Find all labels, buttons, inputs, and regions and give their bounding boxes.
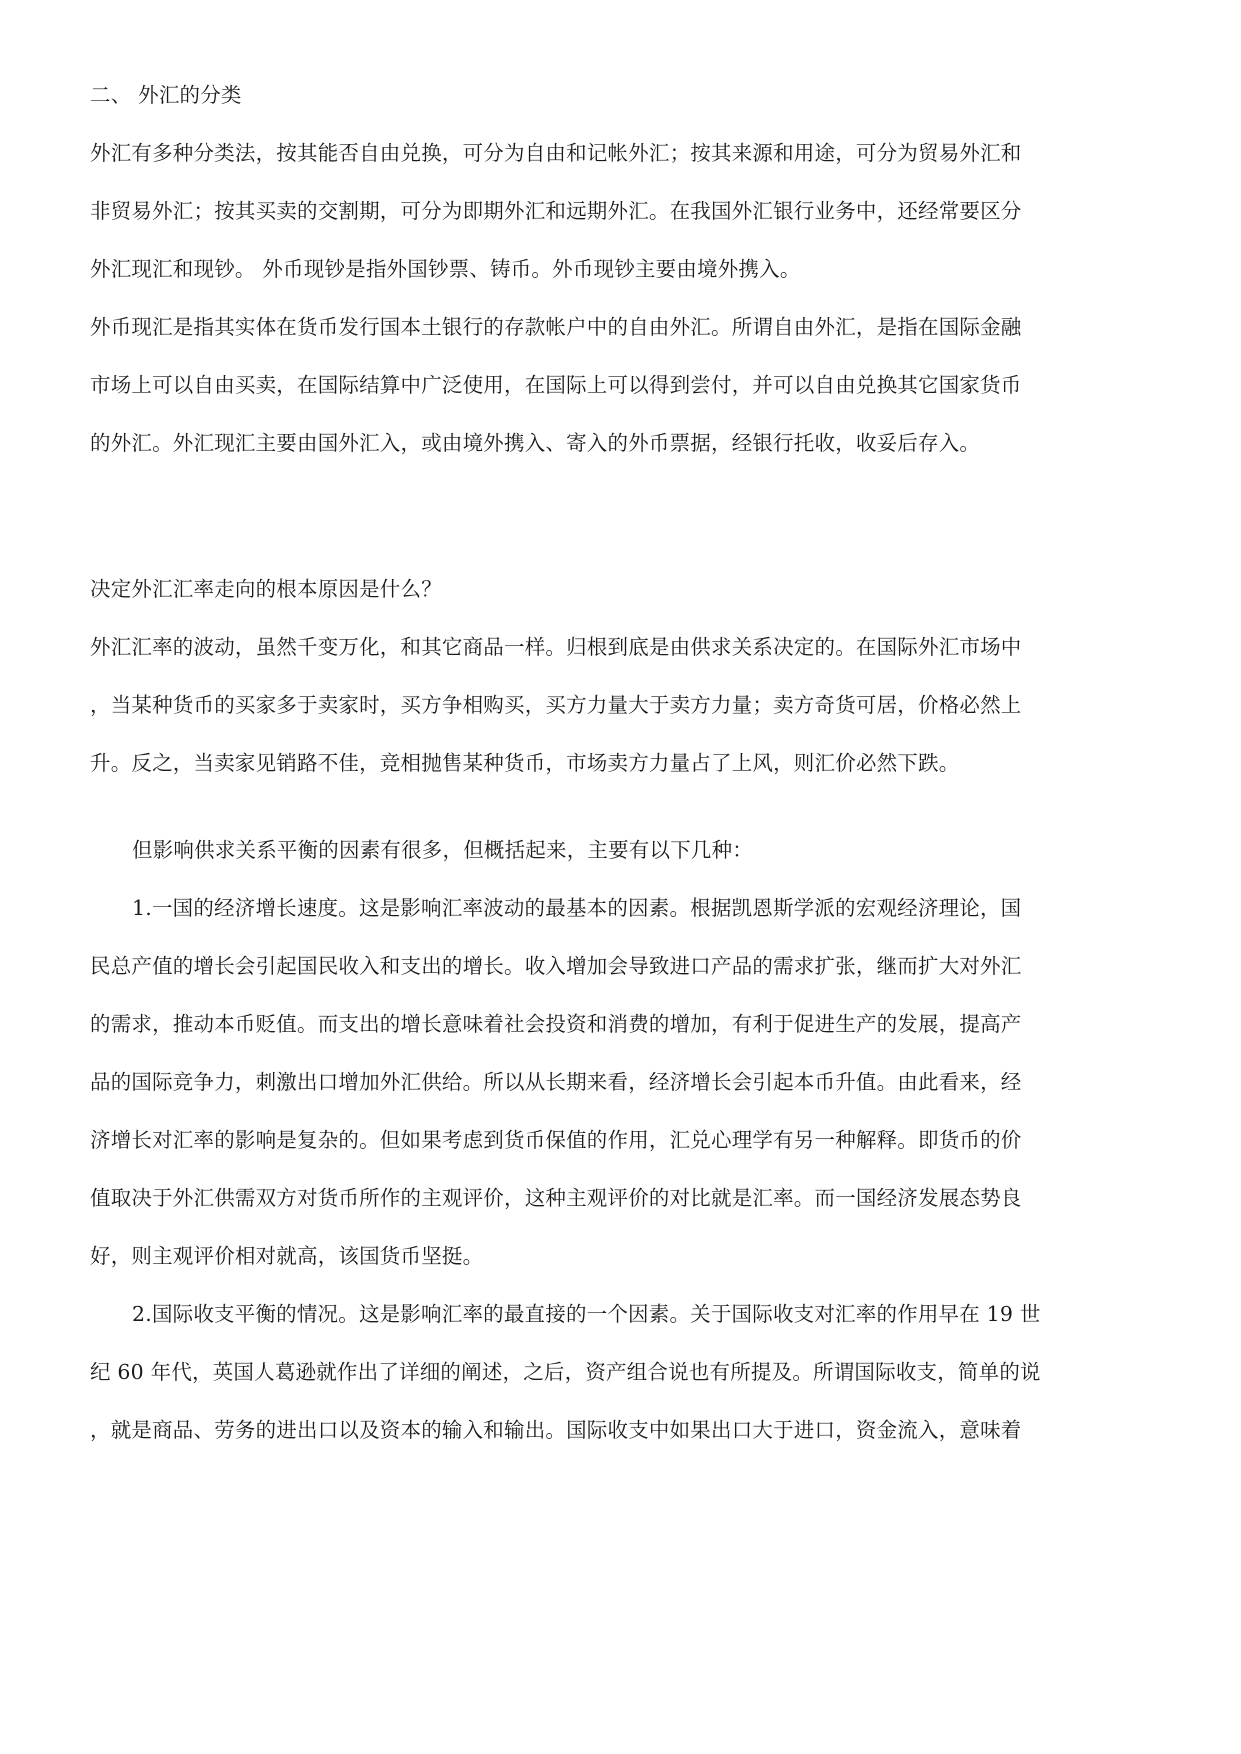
section-heading: 二、 外汇的分类 (90, 83, 242, 107)
paragraph-line: 外币现汇是指其实体在货币发行国本土银行的存款帐户中的自由外汇。所谓自由外汇，是指在国际金融 (90, 315, 1022, 339)
point-2-line: ，就是商品、劳务的进出口以及资本的输入和输出。国际收支中如果出口大于进口，资金流入，意味着 (90, 1418, 1022, 1442)
paragraph-line: 外汇有多种分类法，按其能否自由兑换，可分为自由和记帐外汇；按其来源和用途，可分为贸易外汇和 (90, 141, 1022, 165)
paragraph-line: ，当某种货币的买家多于卖家时，买方争相购买，买方力量大于卖方力量；卖方奇货可居，价格必然上 (90, 693, 1022, 717)
point-1-line: 民总产值的增长会引起国民收入和支出的增长。收入增加会导致进口产品的需求扩张，继而扩大对外汇 (90, 954, 1022, 978)
point-1-line: 品的国际竞争力，刺激出口增加外汇供给。所以从长期来看，经济增长会引起本币升值。由此看来，经 (90, 1070, 1022, 1094)
point-1-line: 好，则主观评价相对就高，该国货币坚挺。 (90, 1244, 484, 1268)
point-1-line: 值取决于外汇供需双方对货币所作的主观评价，这种主观评价的对比就是汇率。而一国经济发展态势良 (90, 1186, 1022, 1210)
paragraph-line: 的外汇。外汇现汇主要由国外汇入，或由境外携入、寄入的外币票据，经银行托收，收妥后存入。 (90, 431, 981, 455)
point-2-line: 纪 60 年代，英国人葛逊就作出了详细的阐述，之后，资产组合说也有所提及。所谓国际收支，简单的说 (90, 1360, 1041, 1384)
point-1-line: 济增长对汇率的影响是复杂的。但如果考虑到货币保值的作用，汇兑心理学有另一种解释。即货币的价 (90, 1128, 1022, 1152)
paragraph-line: 外汇汇率的波动，虽然千变万化，和其它商品一样。归根到底是由供求关系决定的。在国际外汇市场中 (90, 635, 1022, 659)
intro-line: 但影响供求关系平衡的因素有很多，但概括起来，主要有以下几种： (132, 838, 753, 862)
point-1-line: 1.一国的经济增长速度。这是影响汇率波动的最基本的因素。根据凯恩斯学派的宏观经济理论，国 (132, 896, 1022, 920)
question-heading: 决定外汇汇率走向的根本原因是什么？ (90, 577, 442, 601)
paragraph-line: 市场上可以自由买卖，在国际结算中广泛使用，在国际上可以得到尝付，并可以自由兑换其它国家货币 (90, 373, 1022, 397)
point-2-line: 2.国际收支平衡的情况。这是影响汇率的最直接的一个因素。关于国际收支对汇率的作用早在 19 世 (132, 1302, 1041, 1326)
point-1-line: 的需求，推动本币贬值。而支出的增长意味着社会投资和消费的增加，有利于促进生产的发展，提高产 (90, 1012, 1022, 1036)
paragraph-line: 非贸易外汇；按其买卖的交割期，可分为即期外汇和远期外汇。在我国外汇银行业务中，还经常要区分 (90, 199, 1022, 223)
paragraph-line: 外汇现汇和现钞。 外币现钞是指外国钞票、铸币。外币现钞主要由境外携入。 (90, 257, 801, 281)
paragraph-line: 升。反之，当卖家见销路不佳，竞相抛售某种货币，市场卖方力量占了上风，则汇价必然下跌。 (90, 751, 960, 775)
